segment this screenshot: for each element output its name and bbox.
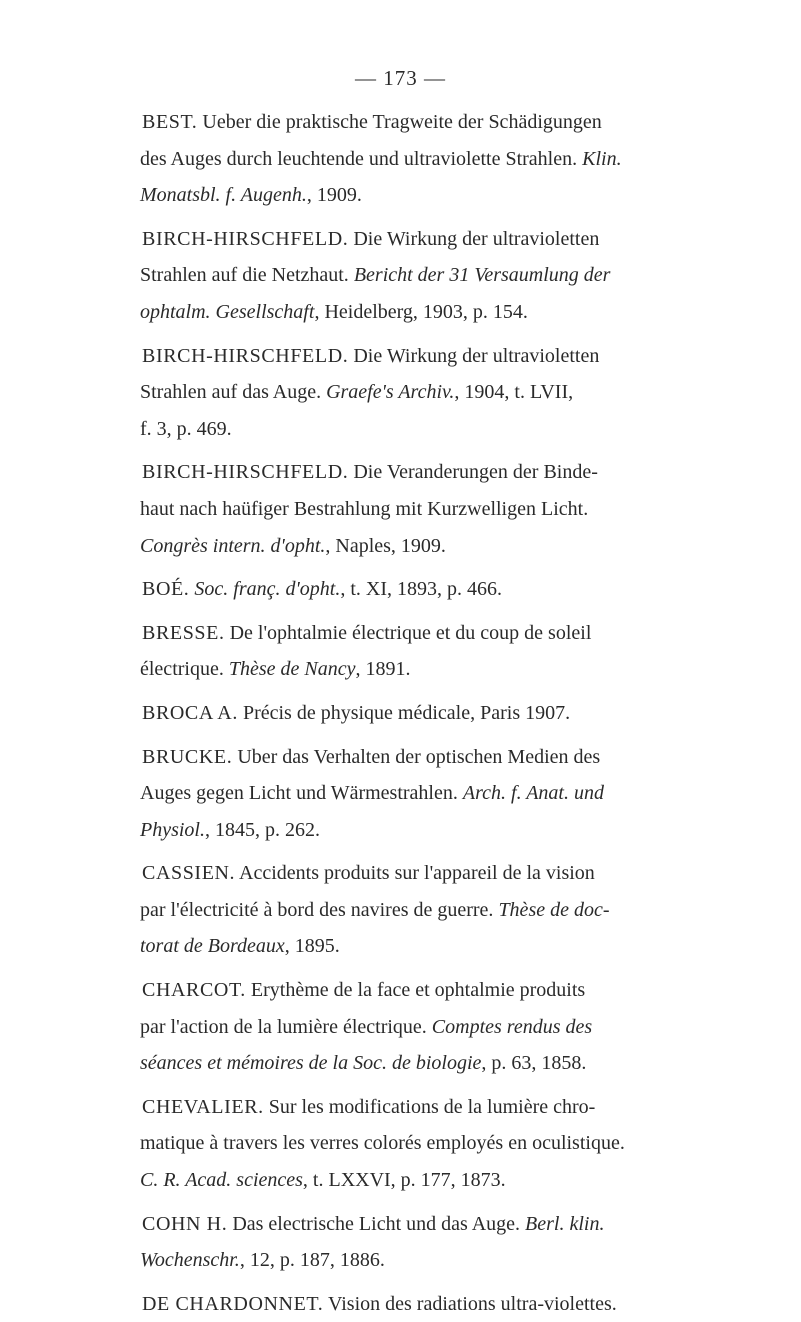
entry-line [138, 141, 758, 178]
bibliography-entry [138, 1089, 758, 1199]
entry-citation-italic: Soc. franç. d'opht. [194, 578, 341, 601]
entry-text: Das electrische Licht und das Auge. [227, 1212, 526, 1235]
bibliography-list [138, 104, 758, 1322]
entry-author: CHARCOT. [142, 979, 246, 1002]
bibliography-entry [138, 221, 758, 331]
entry-citation-italic: Comptes rendus des [431, 1015, 593, 1038]
entry-line [138, 615, 758, 652]
entry-line [138, 338, 758, 375]
entry-text: , 1891. [355, 658, 411, 681]
entry-line [138, 892, 758, 929]
entry-text: Vision des radiations ultra-violettes. [323, 1292, 617, 1315]
entry-line [138, 221, 758, 258]
bibliography-entry [138, 972, 758, 1082]
entry-text: Die Wirkung der ultravioletten [348, 344, 600, 367]
entry-text: , t. LXXVI, p. 177, 1873. [302, 1169, 506, 1192]
entry-line [138, 491, 758, 528]
entry-citation-italic: C. R. Acad. sciences [140, 1169, 303, 1192]
entry-citation-italic: Physiol. [140, 818, 205, 841]
entry-line [138, 855, 758, 892]
entry-line [138, 294, 758, 331]
entry-line [138, 257, 758, 294]
entry-citation-italic: Thèse de doc- [498, 898, 610, 921]
bibliography-entry [138, 739, 758, 849]
entry-citation-italic: torat de Bordeaux [140, 935, 285, 958]
entry-text: Strahlen auf die Netzhaut. [140, 264, 354, 287]
entry-line [138, 1009, 758, 1046]
entry-author: CHEVALIER. [142, 1095, 264, 1118]
entry-line [138, 775, 758, 812]
entry-author: BROCA A. [142, 701, 238, 724]
entry-citation-italic: Congrès intern. d'opht. [140, 534, 326, 557]
entry-text: électrique. [140, 658, 229, 681]
entry-text: , 12, p. 187, 1886. [239, 1249, 385, 1272]
bibliography-entry [138, 1286, 758, 1322]
entry-text: Die Wirkung der ultravioletten [348, 227, 600, 250]
bibliography-entry [138, 855, 758, 965]
entry-line [138, 1286, 758, 1322]
entry-line [138, 1045, 758, 1082]
entry-line [138, 177, 758, 214]
entry-text: , 1909. [306, 184, 362, 207]
entry-citation-italic: Berl. klin. [525, 1212, 605, 1235]
entry-citation-italic: Graefe's Archiv. [326, 381, 455, 404]
entry-line [138, 1206, 758, 1243]
entry-line [138, 812, 758, 849]
bibliography-entry [138, 615, 758, 688]
entry-text: Sur les modifications de la lumière chro- [263, 1095, 596, 1118]
entry-line [138, 454, 758, 491]
entry-line [138, 571, 758, 608]
entry-line [138, 528, 758, 565]
bibliography-entry [138, 695, 758, 732]
entry-author: BRUCKE. [142, 745, 233, 768]
entry-text: , t. XI, 1893, p. 466. [340, 578, 503, 601]
entry-line [138, 695, 758, 732]
entry-text: , Naples, 1909. [325, 534, 446, 557]
entry-line [138, 374, 758, 411]
entry-author: BRESSE. [142, 621, 225, 644]
entry-text: Die Veranderungen der Binde- [348, 461, 598, 484]
bibliography-entry [138, 1206, 758, 1279]
entry-author: CASSIEN. [142, 862, 236, 885]
entry-author: COHN H. [142, 1212, 228, 1235]
entry-text: , 1895. [284, 935, 340, 958]
page-number: — 173 — [355, 66, 446, 90]
entry-citation-italic: Monatsbl. f. Augenh. [140, 184, 307, 207]
entry-text: f. 3, p. 469. [140, 417, 232, 440]
entry-citation-italic: Arch. f. Anat. und [462, 782, 604, 805]
entry-line [138, 104, 758, 141]
entry-text: Erythème de la face et ophtalmie produits [245, 979, 586, 1002]
entry-line [138, 411, 758, 448]
bibliography-entry [138, 454, 758, 564]
entry-author: BEST. [142, 111, 198, 133]
entry-text: Ueber die praktische Tragweite der Schädigungen [197, 111, 602, 133]
entry-text: par l'électricité à bord des navires de guerre. [140, 898, 499, 921]
entry-text: , 1904, t. LVII, [454, 381, 574, 404]
entry-text: par l'action de la lumière électrique. [140, 1015, 432, 1038]
bibliography-entry [138, 571, 758, 608]
entry-line [138, 1125, 758, 1162]
entry-author: BOÉ. [142, 578, 190, 601]
entry-text: Précis de physique médicale, Paris 1907. [237, 701, 571, 724]
entry-citation-italic: Thèse de Nancy [228, 658, 356, 681]
entry-text: Uber das Verhalten der optischen Medien des [232, 745, 601, 768]
entry-text: Accidents produits sur l'appareil de la vision [235, 862, 595, 885]
entry-line [138, 1162, 758, 1199]
entry-citation-italic: Wochenschr. [140, 1249, 240, 1272]
entry-author: DE CHARDONNET. [142, 1292, 324, 1315]
entry-text: , p. 63, 1858. [481, 1052, 587, 1075]
entry-text: haut nach haüfiger Bestrahlung mit Kurzwelligen Licht. [140, 497, 589, 520]
entry-line [138, 928, 758, 965]
entry-text: matique à travers les verres colorés employés en oculistique. [140, 1132, 625, 1155]
entry-line [138, 1089, 758, 1126]
entry-line [138, 972, 758, 1009]
entry-citation-italic: Bericht der 31 Versaumlung der [353, 264, 611, 287]
entry-line [138, 739, 758, 776]
entry-line [138, 651, 758, 688]
entry-citation-italic: Klin. [582, 147, 622, 170]
entry-author: BIRCH-HIRSCHFELD. [142, 344, 349, 367]
entry-author: BIRCH-HIRSCHFELD. [142, 227, 349, 250]
bibliography-entry [138, 104, 758, 214]
entry-citation-italic: ophtalm. Gesellschaft [140, 300, 315, 323]
entry-text: Strahlen auf das Auge. [140, 381, 327, 404]
entry-line [138, 1242, 758, 1279]
entry-text: De l'ophtalmie électrique et du coup de soleil [224, 621, 592, 644]
bibliography-entry [138, 338, 758, 448]
entry-text: , Heidelberg, 1903, p. 154. [314, 300, 528, 323]
entry-text: Auges gegen Licht und Wärmestrahlen. [140, 782, 463, 805]
entry-citation-italic: séances et mémoires de la Soc. de biologie [140, 1052, 482, 1075]
entry-text: des Auges durch leuchtende und ultraviolette Strahlen. [140, 147, 583, 170]
entry-text: , 1845, p. 262. [205, 818, 320, 841]
entry-author: BIRCH-HIRSCHFELD. [142, 461, 349, 484]
